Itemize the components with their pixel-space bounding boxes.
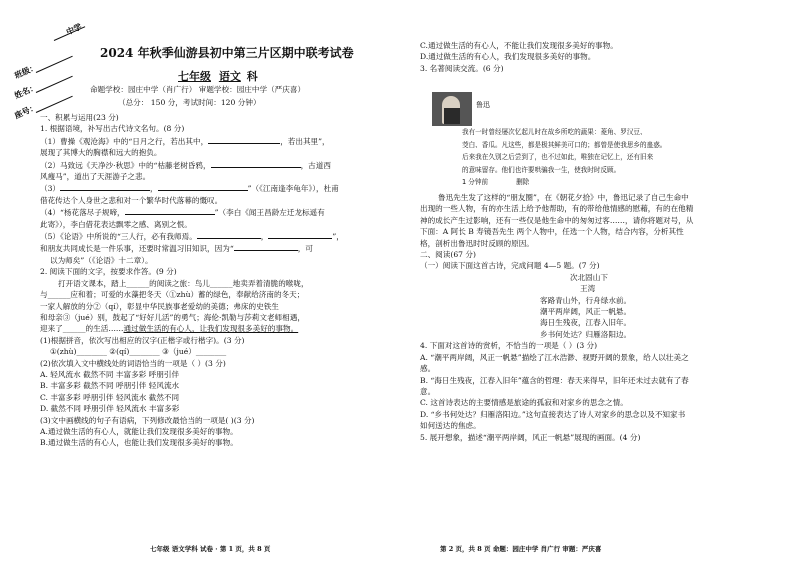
q1-5b: ， bbox=[260, 232, 269, 242]
q2-p5: 迎来了______的生活…… bbox=[40, 324, 124, 334]
q1-5 bbox=[40, 230, 405, 242]
poem-line: 潮平两岸阔，风正一帆悬。 bbox=[540, 307, 632, 317]
q1-5e: ，可 bbox=[297, 244, 313, 254]
option-b[interactable]: B.通过做生活的有心人，也能让我们发现很多美好的事物。 bbox=[40, 438, 238, 448]
q1-5a: （5）《论语》中所说的“三人行，必有我师焉。 bbox=[40, 232, 197, 242]
reading-1-heading: （一）阅读下面这首古诗，完成问题 4—5 题。(7 分) bbox=[420, 261, 600, 271]
q2-passage-line: 与______应和着；可爱的水藻把冬天（①zhù）蓄的绿色，奉献给济南的冬天； bbox=[40, 290, 305, 300]
moment-text-line: 的意味留存。他们也许要哄骗我一生，使我时时反顾。 bbox=[462, 165, 621, 174]
answer-blank[interactable] bbox=[234, 242, 298, 251]
footer-left: 七年级 语文学科 试卷 · 第 1 页，共 8 页 bbox=[150, 545, 271, 553]
seat-line bbox=[36, 96, 73, 113]
answer-blank[interactable] bbox=[197, 230, 261, 239]
option-c[interactable]: C. 这首诗表达的主要情感是旅途的孤寂和对家乡的思念之情。 bbox=[420, 398, 628, 408]
option-d-cont: 如何送达的焦虑。 bbox=[420, 421, 481, 431]
q3-prompt-line: 鲁迅先生发了这样的“朋友圈”，在《朝花夕拾》中，鲁迅记录了自己生命中 bbox=[438, 193, 689, 202]
poem-line: 乡书何处达？归雁洛阳边。 bbox=[540, 329, 632, 339]
q1-2c: 风瘦马”，道出了天涯游子之悲。 bbox=[40, 172, 151, 182]
school-label: 中学 bbox=[64, 21, 84, 37]
luxun-avatar bbox=[432, 92, 472, 126]
wechat-moment bbox=[462, 126, 772, 189]
q1-2a: （2）马致远《天净沙·秋思》中的“枯藤老树昏鸦， bbox=[40, 160, 211, 170]
moment-text-line: 茭白、香瓜。凡这些，都是极其鲜美可口的；都曾是使我思乡的蛊惑。 bbox=[462, 140, 667, 149]
class-line bbox=[36, 56, 73, 73]
q3-prompt-line: 出现的一些人物，有的亦生活上给予他帮助，有的带给他情感的慰藉，有的在他精 bbox=[420, 204, 694, 214]
grade: 七年级 bbox=[178, 70, 211, 83]
option-c[interactable]: C. 丰富多彩 呼朋引伴 轻风流水 截然不同 bbox=[40, 392, 180, 402]
moment-text-line: 后来我在久别之后尝到了，也不过如此，唯独在记忆上，还有旧来 bbox=[462, 153, 654, 161]
q1-2 bbox=[40, 159, 405, 171]
q3-prompt-line: 格，剖析出鲁迅时时反顾的原因。 bbox=[420, 238, 534, 248]
answer-blank[interactable] bbox=[211, 159, 301, 168]
moment-delete[interactable]: 删除 bbox=[516, 178, 530, 186]
question-2: 2. 阅读下面的文字，按要求作答。(9 分) bbox=[40, 267, 177, 277]
option-b[interactable]: B. 丰富多彩 截然不同 呼朋引伴 轻风流水 bbox=[40, 381, 180, 391]
q1-5c: ”， bbox=[332, 232, 344, 242]
subject: 语文 bbox=[218, 70, 241, 83]
option-d[interactable]: D. 截然不同 呼朋引伴 轻风流水 丰富多彩 bbox=[40, 404, 180, 414]
option-a-cont: 感。 bbox=[420, 364, 436, 374]
moment-meta bbox=[462, 176, 772, 189]
footer-right: 第 2 页，共 8 页 命题：园庄中学 肖广行 审题：严庆喜 bbox=[440, 545, 602, 553]
option-b[interactable]: B. “海日生残夜，江春入旧年”蕴含的哲理：春天来得早，旧年还未过去就有了春 bbox=[420, 375, 689, 385]
q2-sub-1: (1)根据拼音，依次写出相应的汉字(正楷字或行楷字)。(3 分) bbox=[40, 335, 245, 345]
class-label: 班级： bbox=[12, 61, 39, 81]
q1-2b: ，古道西 bbox=[300, 160, 331, 170]
poem-author: 王湾 bbox=[580, 284, 596, 294]
avatar-coat bbox=[444, 108, 460, 124]
q1-3d: 借花传达个人身世之悲和对一个繁华时代落幕的慨叹。 bbox=[40, 195, 223, 205]
question-1: 1. 根据语境，补写出古代诗文名句。(8 分) bbox=[40, 124, 185, 134]
question-5: 5. 展开想象，描述“潮平两岸阔，风正一帆悬”展现的画面。(4 分) bbox=[420, 432, 641, 442]
right-column-lower bbox=[420, 192, 785, 443]
q3-prompt-line: 神的成长产生过影响，还有一些仅是他生命中的匆匆过客……，请你将题对号，从 bbox=[420, 215, 694, 225]
answer-blank[interactable] bbox=[125, 206, 215, 215]
question-4: 4. 下面对这首诗的赏析，不恰当的一项是（ ）(3 分) bbox=[420, 341, 598, 351]
exam-meta: 命题学校：园庄中学（肖广行） 审题学校：园庄中学（严庆喜） bbox=[90, 85, 306, 94]
option-a[interactable]: A. “潮平两岸阔，风正一帆悬”描绘了江水浩渺、视野开阔的景象，给人以壮美之 bbox=[420, 352, 689, 362]
q2-sub-1-options: ①(zhù)________ ②(qí)________ ③（jué）________ bbox=[50, 347, 227, 357]
name-line bbox=[36, 76, 73, 93]
option-d[interactable]: D.通过做生活的有心人，我们发现很多美好的事物。 bbox=[420, 52, 596, 62]
left-column bbox=[40, 112, 405, 561]
question-3: 3. 名著阅读交流。(6 分) bbox=[420, 63, 504, 73]
q1-4 bbox=[40, 206, 405, 218]
q1-1 bbox=[40, 135, 405, 147]
option-c[interactable]: C.通过做生活的有心人，不能让我们发现很多美好的事物。 bbox=[420, 41, 618, 50]
name-label: 姓名： bbox=[12, 81, 39, 101]
seat-label: 座号： bbox=[12, 101, 39, 121]
q1-1a: （1）曹操《观沧海》中的“日月之行，若出其中， bbox=[40, 136, 209, 146]
poem-line: 客路青山外，行舟绿水前。 bbox=[540, 295, 632, 305]
answer-blank[interactable] bbox=[158, 182, 248, 191]
q3-prompt-line: 下面：A 阿长 B 寿镜吾先生 两个人物中，任选一个人物，结合内容，分析其性 bbox=[420, 227, 684, 237]
q1-3c: ”（《江南逢李龟年》），杜甫 bbox=[247, 184, 339, 194]
q1-4a: （4）“杨花落尽子规啼， bbox=[40, 208, 125, 218]
option-a[interactable]: A.通过做生活的有心人，就能让我们发现很多美好的事物。 bbox=[40, 426, 238, 436]
option-b-cont: 意。 bbox=[420, 386, 436, 396]
q2-sub-3: (3)文中画横线的句子有语病，下列修改最恰当的一项是( )(3 分) bbox=[40, 415, 255, 425]
poem-line: 海日生残夜，江春入旧年。 bbox=[540, 318, 632, 328]
answer-blank[interactable] bbox=[208, 135, 280, 144]
poem-title: 次北固山下 bbox=[570, 272, 608, 282]
q1-3a: （3） bbox=[40, 184, 61, 194]
q2-passage-line bbox=[40, 323, 405, 334]
answer-blank[interactable] bbox=[268, 230, 332, 239]
answer-blank[interactable] bbox=[60, 182, 150, 191]
section-1-heading: 一、积累与运用(23 分) bbox=[40, 113, 119, 122]
subject-suffix: 科 bbox=[246, 70, 258, 83]
q1-5d-line bbox=[40, 242, 405, 254]
q1-5d: 和朋友共同成长是一件乐事，还要时常温习旧知识，因为“ bbox=[40, 244, 234, 254]
q2-passage-line: 和母亲③（jué）别，鼓起了“好好儿活”的勇气；海伦·凯勒与莎莉文老师相遇， bbox=[40, 312, 305, 322]
q1-4b: ”（李白《闻王昌龄左迁龙标遥有 bbox=[214, 208, 325, 218]
option-d[interactable]: D. “乡书何处达？归雁洛阳边。”这句直接表达了诗人对家乡的思念以及不知家书 bbox=[420, 409, 686, 419]
moment-text-line: 我有一时曾经屡次忆起儿时在故乡所吃的蔬果：菱角、罗汉豆、 bbox=[462, 128, 647, 136]
student-info-area bbox=[14, 10, 94, 120]
q2-underlined-sentence: 通过做生活的有心人，让我们发现很多美好的事物。 bbox=[123, 324, 299, 334]
q1-1b: ，若出其里”， bbox=[280, 136, 330, 146]
option-a[interactable]: A. 轻风流水 截然不同 丰富多彩 呼朋引伴 bbox=[40, 369, 180, 379]
q2-passage-line: 打开语文课本，踏上______的阅读之旅：鸟儿______地卖弄着清脆的喉咙， bbox=[58, 278, 309, 288]
q1-3 bbox=[40, 182, 405, 194]
exam-score-time: （总分： 150 分，考试时间：120 分钟） bbox=[118, 98, 261, 107]
wechat-username: 鲁迅 bbox=[476, 101, 490, 109]
section-2-heading: 二、阅读(67 分) bbox=[420, 250, 476, 260]
q1-4c: 此寄》），李白借花表达飘零之感、离别之恨。 bbox=[40, 219, 192, 229]
q1-1c: 展现了其博大的胸襟和远大的抱负。 bbox=[40, 148, 162, 158]
q1-3b: ， bbox=[150, 184, 158, 194]
exam-subtitle bbox=[178, 68, 258, 84]
q1-5f: 以为师矣”（《论语》十二章）。 bbox=[50, 255, 153, 265]
q2-passage-line: 一家人解放的分②（qí），彰显中华民族事老爱幼的美德；弗床的史铁生 bbox=[40, 301, 279, 311]
q2-sub-2: (2)依次填入文中横线处的词语恰当的一项是（ ）(3 分) bbox=[40, 358, 226, 368]
moment-time: 1 分钟前 bbox=[462, 178, 489, 186]
exam-title: 2024 年秋季仙游县初中第三片区期中联考试卷 bbox=[100, 46, 354, 60]
